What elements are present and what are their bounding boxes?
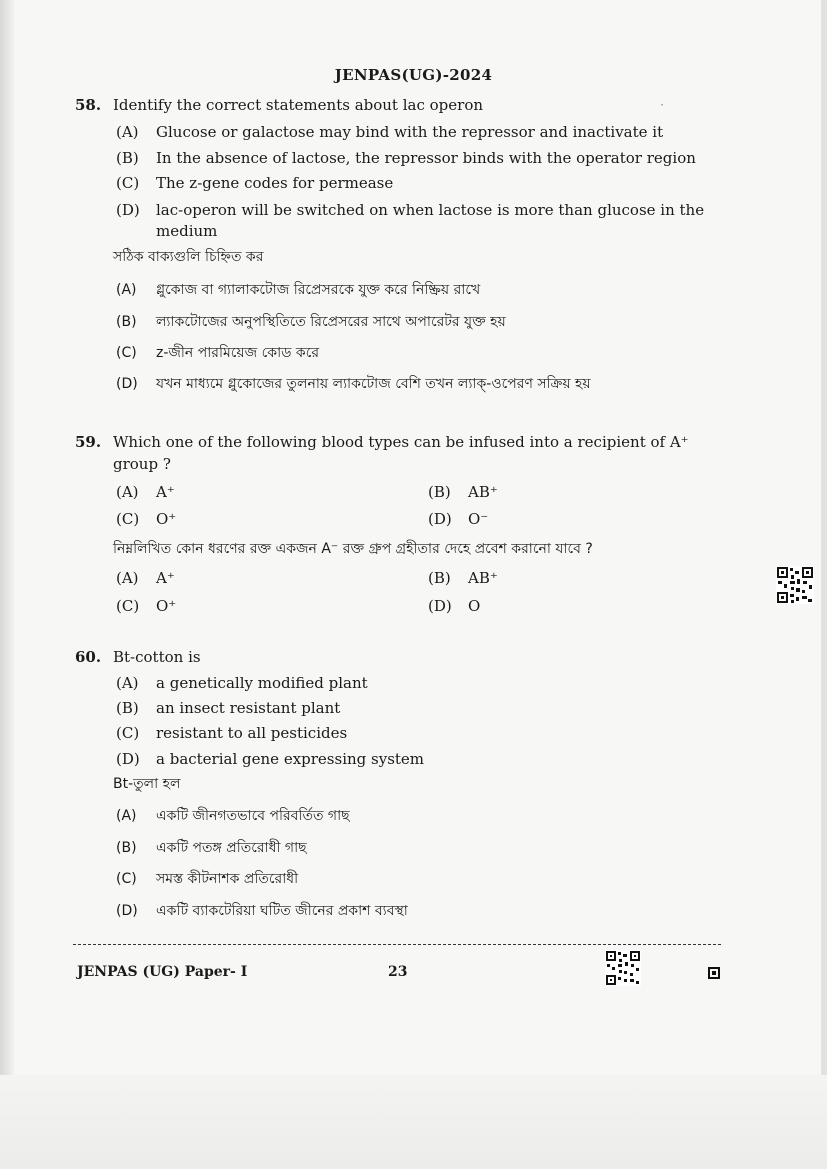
option-a-en xyxy=(116,122,663,142)
option-text: AB⁺ xyxy=(468,483,498,501)
option-text: a bacterial gene expressing system xyxy=(156,750,425,768)
option-text: a genetically modified plant xyxy=(156,674,368,692)
option-label: (B) xyxy=(116,149,139,167)
option-label: (D) xyxy=(428,597,452,615)
option-label: (D) xyxy=(116,201,140,219)
option-text: an insect resistant plant xyxy=(156,699,341,717)
option-label: (C) xyxy=(116,345,137,361)
option-label: (B) xyxy=(428,569,451,587)
option-text: সমস্ত কীটনাশক প্রতিরোধী xyxy=(156,871,299,887)
option-label: (D) xyxy=(116,750,140,768)
option-label: (C) xyxy=(116,871,137,887)
page-bottom-area xyxy=(0,1075,827,1169)
option-c-bn xyxy=(116,869,298,889)
option-c-en xyxy=(116,173,393,193)
question-text-bn: নিম্নলিখিত কোন ধরণের রক্ত একজন A⁻ রক্ত গ্রুপ গ্রহীতার দেহে প্রবেশ করানো যাবে ? xyxy=(113,541,593,557)
option-label: (B) xyxy=(116,314,137,330)
option-d-bn xyxy=(116,901,408,921)
page-number: 23 xyxy=(388,964,408,980)
option-b-en xyxy=(428,482,498,502)
question-text-en: Identify the correct statements about lac operon xyxy=(113,96,484,114)
option-label: (C) xyxy=(116,597,140,615)
option-b-bn xyxy=(428,568,498,588)
option-text: A⁺ xyxy=(156,569,175,587)
option-text: lac-operon will be switched on when lactose is more than glucose in the medium xyxy=(156,201,705,240)
option-text: একটি জীনগতভাবে পরিবর্তিত গাছ xyxy=(156,808,350,824)
option-text: O xyxy=(468,597,481,615)
option-c-bn xyxy=(116,596,176,616)
square-marker-icon xyxy=(708,967,720,979)
option-label: (A) xyxy=(116,282,137,298)
option-text: resistant to all pesticides xyxy=(156,724,348,742)
option-text: In the absence of lactose, the repressor binds with the operator region xyxy=(156,149,696,167)
option-text: A⁺ xyxy=(156,483,175,501)
option-b-bn xyxy=(116,312,506,332)
option-text: একটি ব্যাকটেরিয়া ঘটিত জীনের প্রকাশ ব্যবস্থা xyxy=(156,903,408,919)
option-label: (A) xyxy=(116,483,139,501)
option-label: (B) xyxy=(116,840,137,856)
option-c-en xyxy=(116,723,347,743)
question-text-bn: Bt-তুলা হল xyxy=(113,776,181,792)
option-b-en xyxy=(116,148,696,168)
option-text: z-জীন পারমিয়েজ কোড করে xyxy=(156,345,320,361)
option-d-bn xyxy=(428,596,480,616)
exam-title: JENPAS(UG)-2024 xyxy=(334,66,493,84)
qr-code-icon xyxy=(776,566,814,604)
option-label: (B) xyxy=(428,483,451,501)
option-c-bn xyxy=(116,343,319,363)
option-label: (C) xyxy=(116,174,140,192)
question-text-en: Which one of the following blood types can be infused into a recipient of A⁺ group ? xyxy=(113,433,689,473)
option-text: গ্লুকোজ বা গ্যালাকটোজ রিপ্রেসরকে যুক্ত করে নিষ্ক্রিয় রাখে xyxy=(156,282,481,298)
option-d-bn xyxy=(116,374,591,394)
option-text: Glucose or galactose may bind with the repressor and inactivate it xyxy=(156,123,664,141)
option-d-en xyxy=(428,509,488,529)
option-label: (A) xyxy=(116,808,137,824)
question-text-bn: সঠিক বাক্যগুলি চিহ্নিত কর xyxy=(113,249,264,265)
option-label: (A) xyxy=(116,569,139,587)
speck: · xyxy=(660,98,665,113)
question-number: 60. xyxy=(75,648,102,666)
option-d-en xyxy=(116,749,424,769)
option-label: (A) xyxy=(116,674,139,692)
option-text: O⁺ xyxy=(156,597,177,615)
option-label: (A) xyxy=(116,123,139,141)
option-label: (C) xyxy=(116,510,140,528)
question-text-en: Bt-cotton is xyxy=(113,648,201,666)
paper-label: JENPAS (UG) Paper- I xyxy=(77,964,248,980)
option-text: AB⁺ xyxy=(468,569,498,587)
question-number: 58. xyxy=(75,96,102,114)
option-a-bn xyxy=(116,806,350,826)
option-a-en xyxy=(116,482,175,502)
footer-divider xyxy=(73,944,721,945)
option-c-en xyxy=(116,509,176,529)
option-a-bn xyxy=(116,280,480,300)
option-label: (D) xyxy=(116,376,138,392)
option-label: (B) xyxy=(116,699,139,717)
option-label: (C) xyxy=(116,724,140,742)
option-b-bn xyxy=(116,838,307,858)
option-a-en xyxy=(116,673,368,693)
option-text: O⁺ xyxy=(156,510,177,528)
option-text: একটি পতঙ্গ প্রতিরোধী গাছ xyxy=(156,840,307,856)
page-edge-right xyxy=(821,0,827,1169)
option-text: ল্যাকটোজের অনুপস্থিতিতে রিপ্রেসরের সাথে অপারেটর যুক্ত হয় xyxy=(156,314,506,330)
page-edge-shadow xyxy=(0,0,14,1169)
option-text: The z-gene codes for permease xyxy=(156,174,394,192)
option-label: (D) xyxy=(428,510,452,528)
option-b-en xyxy=(116,698,340,718)
option-text: যখন মাধ্যমে গ্লুকোজের তুলনায় ল্যাকটোজ বেশি তখন ল্যাক্-ওপেরণ সক্রিয় হয় xyxy=(156,376,591,392)
option-label: (D) xyxy=(116,903,138,919)
qr-code-icon xyxy=(605,950,641,986)
option-d-en xyxy=(116,200,728,242)
question-number: 59. xyxy=(75,433,102,451)
option-text: O⁻ xyxy=(468,510,489,528)
option-a-bn xyxy=(116,568,175,588)
